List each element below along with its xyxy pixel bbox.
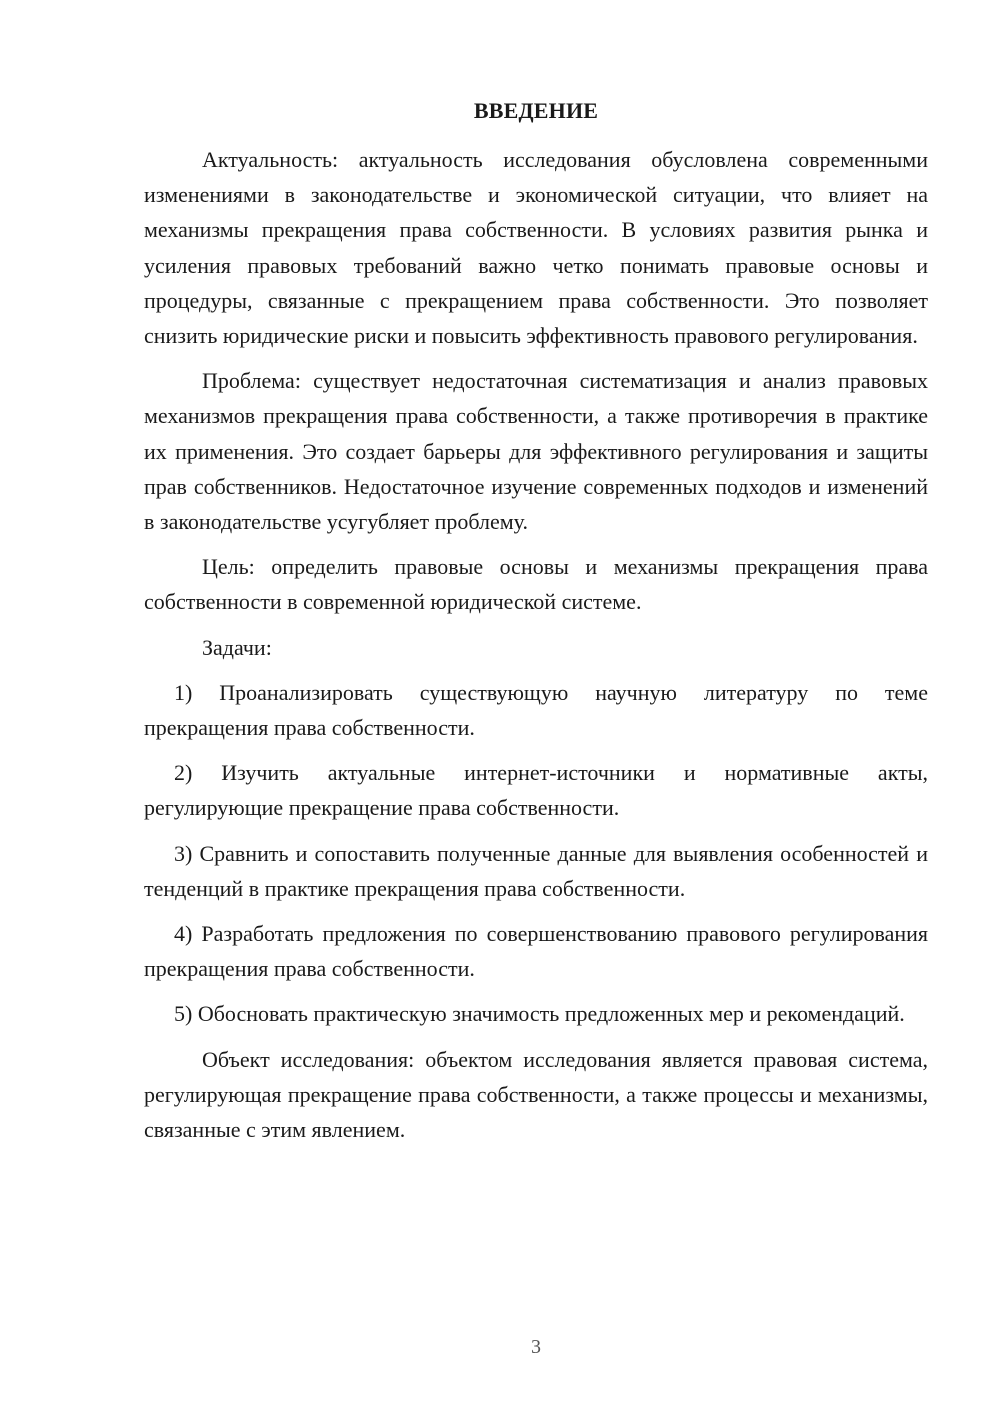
problem-paragraph: Проблема: существует недостаточная систематизация и анализ правовых механизмов прекращения права собственности, а также противоречия в практике их применения. Это создает барьеры для эффективного регулирования и защиты прав собственников. Недостаточное изучение современных подходов и изменений в законодательстве усугубляет проблему. <box>144 368 928 535</box>
tasks-heading: Задачи: <box>202 634 272 660</box>
goal-paragraph: Цель: определить правовые основы и механизмы прекращения права собственности в современной юридической системе. <box>144 554 928 615</box>
page-title: ВВЕДЕНИЕ <box>473 98 599 123</box>
task-item-3: 3) Сравнить и сопоставить полученные данные для выявления особенностей и тенденций в практике прекращения права собственности. <box>144 840 928 901</box>
task-item-1: 1) Проанализировать существующую научную литературу по теме прекращения права собственности. <box>144 679 928 741</box>
document-page <box>144 0 928 1414</box>
task-item-5: 5) Обосновать практическую значимость предложенных мер и рекомендаций. <box>174 1001 905 1027</box>
relevance-paragraph: Актуальность: актуальность исследования обусловлена современными изменениями в законодательстве и экономической ситуации, что влияет на механизмы прекращения права собственности. В условиях развития рынка и усиления правовых требований важно четко понимать правовые основы и процедуры, связанные с прекращением права собственности. Это позволяет снизить юридические риски и повысить эффективность правового регулирования. <box>144 147 928 349</box>
object-paragraph: Объект исследования: объектом исследования является правовая система, регулирующая прекращение права собственности, а также процессы и механизмы, связанные с этим явлением. <box>144 1046 928 1143</box>
page-number: 3 <box>531 1336 541 1358</box>
document-body <box>144 142 928 1157</box>
task-item-2: 2) Изучить актуальные интернет-источники и нормативные акты, регулирующие прекращение права собственности. <box>144 760 928 821</box>
task-item-4: 4) Разработать предложения по совершенствованию правового регулирования прекращения права собственности. <box>144 921 928 982</box>
